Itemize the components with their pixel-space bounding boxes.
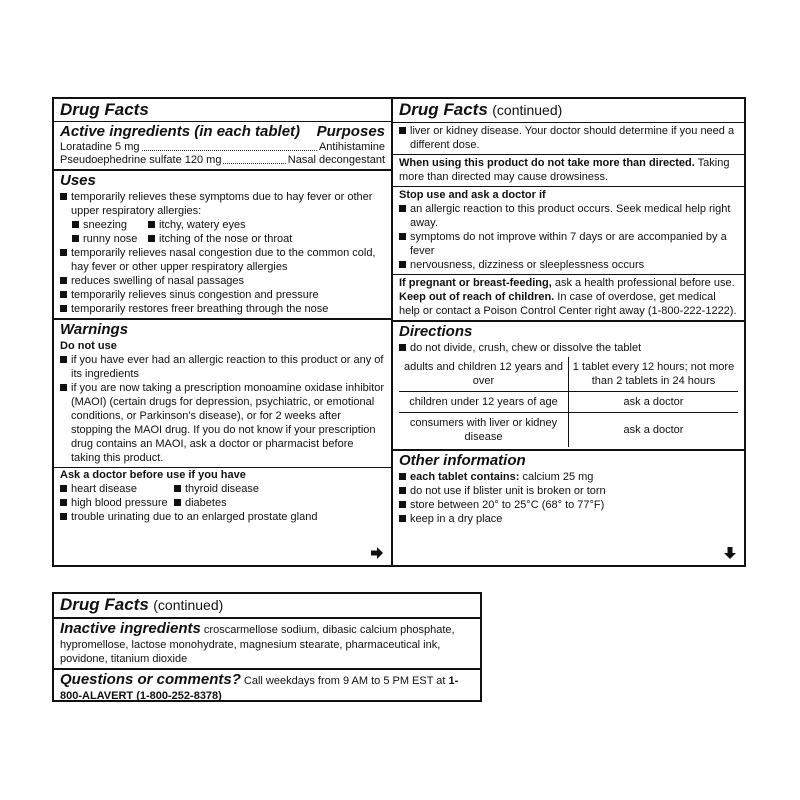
- bullet-square-icon: [60, 305, 67, 312]
- pregnant-heading: If pregnant or breast-feeding,: [399, 277, 552, 289]
- continued-title-section: [393, 99, 744, 122]
- panel-title: Drug Facts: [60, 595, 149, 614]
- symptom-item: itching of the nose or throat: [159, 233, 293, 245]
- list-item: temporarily relieves these symptoms due to hay fever or other upper respiratory allergies:: [60, 190, 385, 218]
- bullet-square-icon: [148, 221, 155, 228]
- panel-title: Drug Facts: [60, 100, 149, 119]
- stop-use-section: [393, 186, 744, 274]
- bullet-square-icon: [60, 291, 67, 298]
- drug-facts-right-panel: [391, 97, 746, 567]
- list-item: symptoms do not improve within 7 days or are accompanied by a fever: [399, 230, 738, 258]
- warnings-section: [54, 318, 391, 526]
- bullet-square-icon: [399, 205, 406, 212]
- ingredient-row: [60, 141, 385, 154]
- table-cell: children under 12 years of age: [399, 392, 569, 413]
- when-using-text: Taking more than directed may cause drowsiness.: [399, 157, 730, 183]
- questions-text: Call weekdays from 9 AM to 5 PM EST at: [240, 675, 449, 687]
- list-item: temporarily restores freer breathing through the nose: [60, 302, 385, 316]
- pregnancy-section: [393, 274, 744, 320]
- bullet-square-icon: [399, 233, 406, 240]
- when-using-heading: When using this product do not take more than directed.: [399, 157, 695, 169]
- inactive-ingredients-heading: Inactive ingredients: [60, 620, 201, 637]
- directions-section: [393, 320, 744, 449]
- panel-title: Drug Facts: [399, 100, 488, 119]
- condition-item: high blood pressure: [71, 497, 168, 509]
- continued-label: (continued): [153, 597, 224, 613]
- table-row: [399, 413, 738, 448]
- list-item: reduces swelling of nasal passages: [60, 274, 385, 288]
- table-cell: ask a doctor: [569, 392, 739, 413]
- bullet-square-icon: [399, 344, 406, 351]
- arrow-right-icon: [371, 547, 383, 559]
- bullet-square-icon: [72, 221, 79, 228]
- bullet-square-icon: [60, 249, 67, 256]
- ask-doctor-subsection: [54, 467, 391, 524]
- bullet-square-icon: [399, 261, 406, 268]
- directions-table: [399, 357, 738, 447]
- warnings-heading: Warnings: [60, 321, 129, 338]
- bullet-square-icon: [60, 356, 67, 363]
- table-row: [399, 357, 738, 392]
- active-ingredients-heading: Active ingredients (in each tablet): [60, 123, 301, 140]
- ingredient-purpose: Antihistamine: [318, 141, 385, 153]
- bullet-square-icon: [60, 384, 67, 391]
- uses-section: [54, 169, 391, 318]
- pregnant-text: ask a health professional before use.: [551, 277, 735, 289]
- questions-section: [54, 668, 480, 702]
- bullet-square-icon: [60, 513, 67, 520]
- continued-label: (continued): [492, 102, 563, 118]
- drug-facts-title-section: [54, 99, 391, 121]
- questions-heading: Questions or comments?: [60, 671, 241, 688]
- purposes-heading: Purposes: [316, 123, 385, 140]
- list-item: do not use if blister unit is broken or torn: [399, 484, 738, 498]
- condition-list: [60, 482, 385, 510]
- when-using-section: [393, 154, 744, 186]
- inactive-ingredients-text: croscarmellose sodium, dibasic calcium phosphate, hypromellose, lactose monohydrate, magnesium stearate, pharmaceutical ink, povidone, titanium dioxide: [60, 624, 455, 665]
- ingredient-name: Pseudoephedrine sulfate 120 mg: [60, 154, 222, 166]
- list-item: store between 20° to 25°C (68° to 77°F): [399, 498, 738, 512]
- table-cell: adults and children 12 years and over: [399, 357, 569, 392]
- bullet-square-icon: [174, 485, 181, 492]
- phone-number-digits: (1-800-252-8378): [136, 690, 222, 702]
- other-information-section: [393, 449, 744, 528]
- drug-facts-bottom-panel: [52, 592, 482, 702]
- list-item: each tablet contains: calcium 25 mg: [399, 470, 738, 484]
- list-item: nervousness, dizziness or sleeplessness occurs: [399, 258, 738, 272]
- directions-heading: Directions: [399, 323, 473, 340]
- bullet-square-icon: [399, 473, 406, 480]
- symptom-item: itchy, watery eyes: [159, 219, 246, 231]
- bullet-square-icon: [399, 127, 406, 134]
- list-item: do not divide, crush, chew or dissolve the tablet: [399, 341, 738, 355]
- bullet-square-icon: [72, 235, 79, 242]
- condition-item: heart disease: [71, 483, 138, 495]
- bullet-square-icon: [60, 277, 67, 284]
- bullet-square-icon: [399, 501, 406, 508]
- list-item: liver or kidney disease. Your doctor should determine if you need a different dose.: [399, 124, 738, 152]
- ask-doctor-heading: Ask a doctor before use if you have: [60, 469, 246, 481]
- active-ingredients-section: [54, 121, 391, 169]
- list-item: if you have ever had an allergic reaction to this product or any of its ingredients: [60, 353, 385, 381]
- symptom-list: [72, 218, 385, 246]
- table-row: [399, 392, 738, 413]
- symptom-item: runny nose: [83, 233, 138, 245]
- keep-out-text: In case of overdose, get medical help or contact a Poison Control Center right away (1-800-222-1222).: [399, 291, 737, 317]
- drug-facts-left-panel: [52, 97, 393, 567]
- continued-title-section: [54, 594, 480, 617]
- list-item: an allergic reaction to this product occurs. Seek medical help right away.: [399, 202, 738, 230]
- stop-use-heading: Stop use and ask a doctor if: [399, 189, 546, 201]
- table-cell: 1 tablet every 12 hours; not more than 2 tablets in 24 hours: [572, 361, 735, 387]
- condition-item: thyroid disease: [185, 483, 259, 495]
- do-not-use-heading: Do not use: [60, 340, 117, 352]
- arrow-down-icon: [724, 547, 736, 559]
- table-cell: consumers with liver or kidney disease: [399, 413, 569, 448]
- symptom-item: sneezing: [83, 219, 128, 231]
- table-cell: ask a doctor: [569, 413, 739, 448]
- uses-heading: Uses: [60, 172, 96, 189]
- bullet-square-icon: [399, 487, 406, 494]
- list-item: if you are now taking a prescription monoamine oxidase inhibitor (MAOI) (certain drugs for depression, psychiatric, or emotional conditions, or Parkinson's disease), or for 2 weeks after stopping the MAOI drug. If you do not know if your prescription drug contains an MAOI, ask a doctor or pharmacist before taking this product.: [60, 381, 385, 465]
- list-item: temporarily relieves sinus congestion and pressure: [60, 288, 385, 302]
- condition-item: diabetes: [185, 497, 227, 509]
- ingredient-purpose: Nasal decongestant: [287, 154, 385, 166]
- ingredient-name: Loratadine 5 mg: [60, 141, 140, 153]
- other-information-heading: Other information: [399, 452, 526, 469]
- bullet-square-icon: [60, 499, 67, 506]
- list-item: temporarily relieves nasal congestion due to the common cold, hay fever or other upper respiratory allergies: [60, 246, 385, 274]
- bullet-square-icon: [399, 515, 406, 522]
- ingredient-row: [60, 154, 385, 167]
- list-item: trouble urinating due to an enlarged prostate gland: [60, 510, 385, 524]
- bullet-square-icon: [60, 485, 67, 492]
- liver-section: [393, 122, 744, 154]
- bullet-square-icon: [60, 193, 67, 200]
- bullet-square-icon: [174, 499, 181, 506]
- keep-out-heading: Keep out of reach of children.: [399, 291, 555, 303]
- phone-number: 1-800-ALAVERT: [60, 675, 459, 702]
- inactive-ingredients-section: [54, 617, 480, 668]
- bullet-square-icon: [148, 235, 155, 242]
- list-item: keep in a dry place: [399, 512, 738, 526]
